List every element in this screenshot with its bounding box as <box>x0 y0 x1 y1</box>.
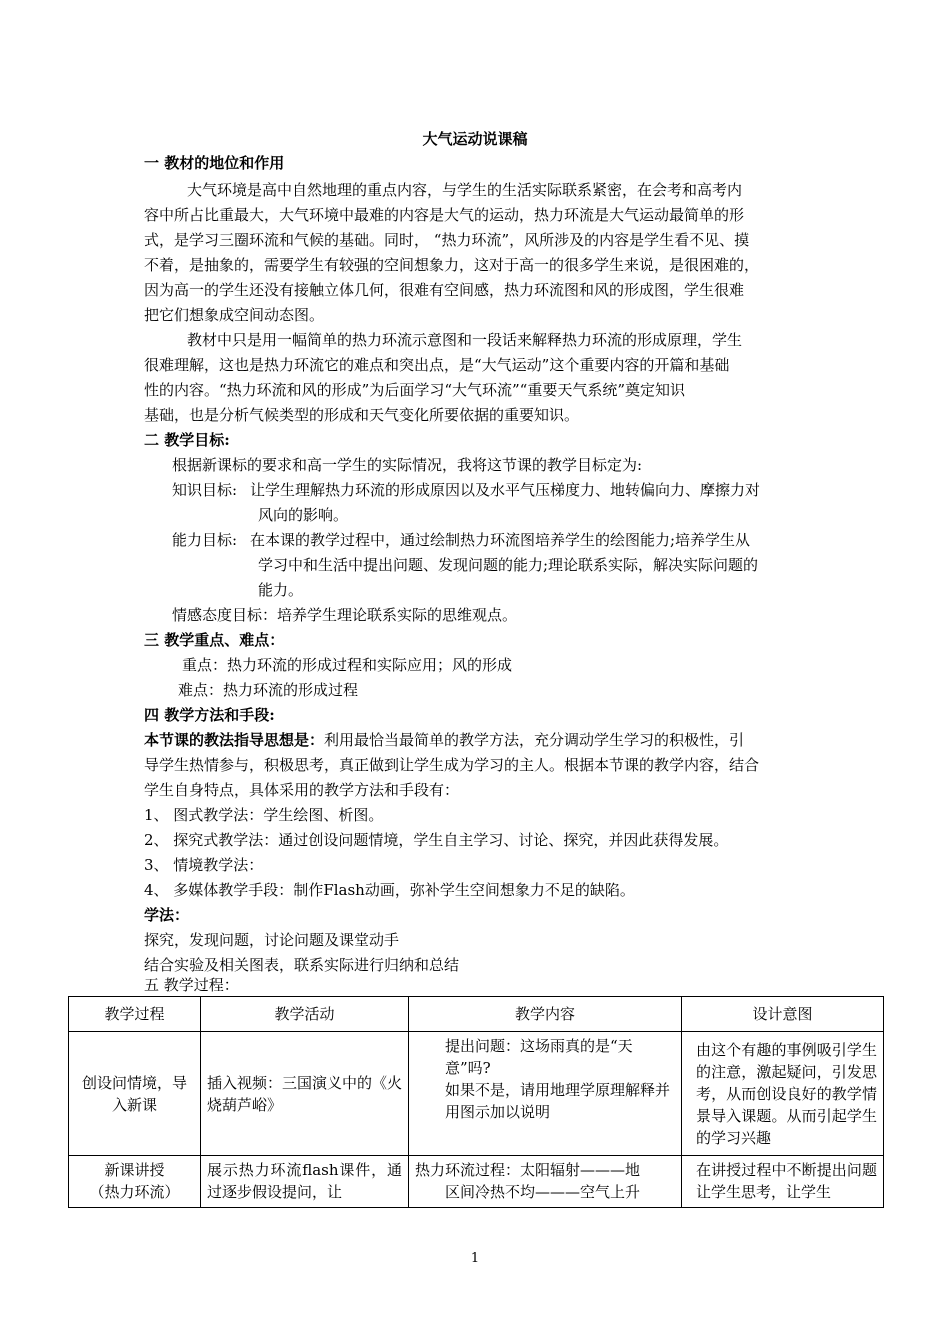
paragraph-line: 根据新课标的要求和高一学生的实际情况，我将这节课的教学目标定为: <box>172 456 643 474</box>
process-line: 新课讲授 <box>104 1161 165 1179</box>
method-item: 2、 探究式教学法：通过创设问题情境，学生自主学习、讨论、探究，并因此获得发展。 <box>144 831 729 849</box>
study-item: 结合实验及相关图表，联系实际进行归纳和总结 <box>144 956 460 974</box>
method-item: 3、 情境教学法： <box>144 856 264 874</box>
goal-label: 知识目标: <box>172 481 238 499</box>
page-title: 大气运动说课稿 <box>422 130 528 148</box>
intent-cell: 在讲授过程中不断提出问题让学生思考，让学生 <box>682 1156 884 1208</box>
header-cell: 设计意图 <box>682 997 884 1032</box>
activity-cell: 插入视频：三国演义中的《火烧葫芦峪》 <box>201 1032 409 1156</box>
table-header-row <box>69 997 884 1032</box>
paragraph-line: 不着，是抽象的，需要学生有较强的空间想象力，这对于高一的很多学生来说，是很困难的， <box>144 256 760 274</box>
goal-text: 在本课的教学过程中，通过绘制热力环流图培养学生的绘图能力;培养学生从 <box>250 531 751 549</box>
table-row <box>69 1032 884 1156</box>
paragraph-line: 教材中只是用一幅简单的热力环流示意图和一段话来解释热力环流的形成原理，学生 <box>187 331 743 349</box>
section-heading: 一 教材的地位和作用 <box>144 154 285 172</box>
content-line: 如果不是，请用地理学原理解释并用图示加以说明 <box>445 1081 671 1121</box>
goal-text: 风向的影响。 <box>258 506 349 524</box>
process-cell: 创设问情境，导入新课 <box>69 1032 201 1156</box>
key-point: 重点：热力环流的形成过程和实际应用；风的形成 <box>182 656 513 674</box>
activity-cell: 展示热力环流flash课件，通过逐步假设提问，让 <box>201 1156 409 1208</box>
paragraph-line: 因为高一的学生还没有接触立体几何，很难有空间感，热力环流图和风的形成图，学生很难 <box>144 281 745 299</box>
section-heading: 三 教学重点、难点： <box>144 631 285 649</box>
method-item: 1、 图式教学法：学生绘图、析图。 <box>144 806 384 824</box>
table-row <box>69 1156 884 1208</box>
section-heading: 五 教学过程： <box>144 976 239 994</box>
method-item: 4、 多媒体教学手段：制作Flash动画，弥补学生空间想象力不足的缺陷。 <box>144 881 635 899</box>
paragraph-line: 很难理解，这也是热力环流它的难点和突出点，是“大气运动”这个重要内容的开篇和基础 <box>144 356 730 374</box>
study-heading: 学法： <box>144 906 190 924</box>
section-heading: 四 教学方法和手段: <box>144 706 275 724</box>
teaching-process-table <box>68 996 884 1208</box>
goal-text: 能力。 <box>258 581 304 599</box>
process-cell <box>69 1156 201 1208</box>
goal-label: 能力目标: <box>172 531 238 549</box>
goal-text: 让学生理解热力环流的形成原因以及水平气压梯度力、地转偏向力、摩擦力对 <box>250 481 761 499</box>
content-line: 区间冷热不均———空气上升 <box>445 1183 641 1201</box>
paragraph-line: 基础，也是分析气候类型的形成和天气变化所要依据的重要知识。 <box>144 406 580 424</box>
study-item: 探究，发现问题，讨论问题及课堂动手 <box>144 931 400 949</box>
header-cell: 教学内容 <box>409 997 682 1032</box>
guide-text: 利用最恰当最简单的教学方法，充分调动学生学习的积极性，引 <box>324 731 745 749</box>
content-cell <box>409 1156 682 1208</box>
guide-label: 本节课的教法指导思想是： <box>144 731 325 749</box>
paragraph-line: 式，是学习三圈环流和气候的基础。同时， “热力环流”，风所涉及的内容是学生看不见、摸 <box>144 231 750 249</box>
content-line: 热力环流过程：太阳辐射———地 <box>415 1161 641 1179</box>
content-line: 提出问题：这场雨真的是“天意”吗? <box>445 1037 633 1077</box>
difficult-point: 难点：热力环流的形成过程 <box>178 681 359 699</box>
section-heading: 二 教学目标: <box>144 431 230 449</box>
header-cell: 教学过程 <box>69 997 201 1032</box>
paragraph-line: 学生自身特点，具体采用的教学方法和手段有： <box>144 781 460 799</box>
goal-text: 学习中和生活中提出问题、发现问题的能力;理论联系实际，解决实际问题的 <box>258 556 759 574</box>
intent-cell: 由这个有趣的事例吸引学生的注意，激起疑问，引发思考，从而创设良好的教学情景导入课题。从而引起学生的学习兴趣 <box>682 1032 884 1156</box>
paragraph-line: 容中所占比重最大，大气环境中最难的内容是大气的运动，热力环流是大气运动最简单的形 <box>144 206 745 224</box>
goal-text: 情感态度目标：培养学生理论联系实际的思维观点。 <box>172 606 518 624</box>
paragraph-line: 性的内容。“热力环流和风的形成”为后面学习“大气环流”“重要天气系统”奠定知识 <box>144 381 686 399</box>
page-number: 1 <box>470 1251 480 1266</box>
header-cell: 教学活动 <box>201 997 409 1032</box>
paragraph-line: 导学生热情参与，积极思考，真正做到让学生成为学习的主人。根据本节课的教学内容，结合 <box>144 756 760 774</box>
paragraph-line: 把它们想象成空间动态图。 <box>144 306 325 324</box>
paragraph-line <box>144 730 744 750</box>
content-cell <box>409 1032 682 1156</box>
process-line: （热力环流） <box>89 1183 180 1201</box>
paragraph-line: 大气环境是高中自然地理的重点内容，与学生的生活实际联系紧密，在会考和高考内 <box>187 181 743 199</box>
